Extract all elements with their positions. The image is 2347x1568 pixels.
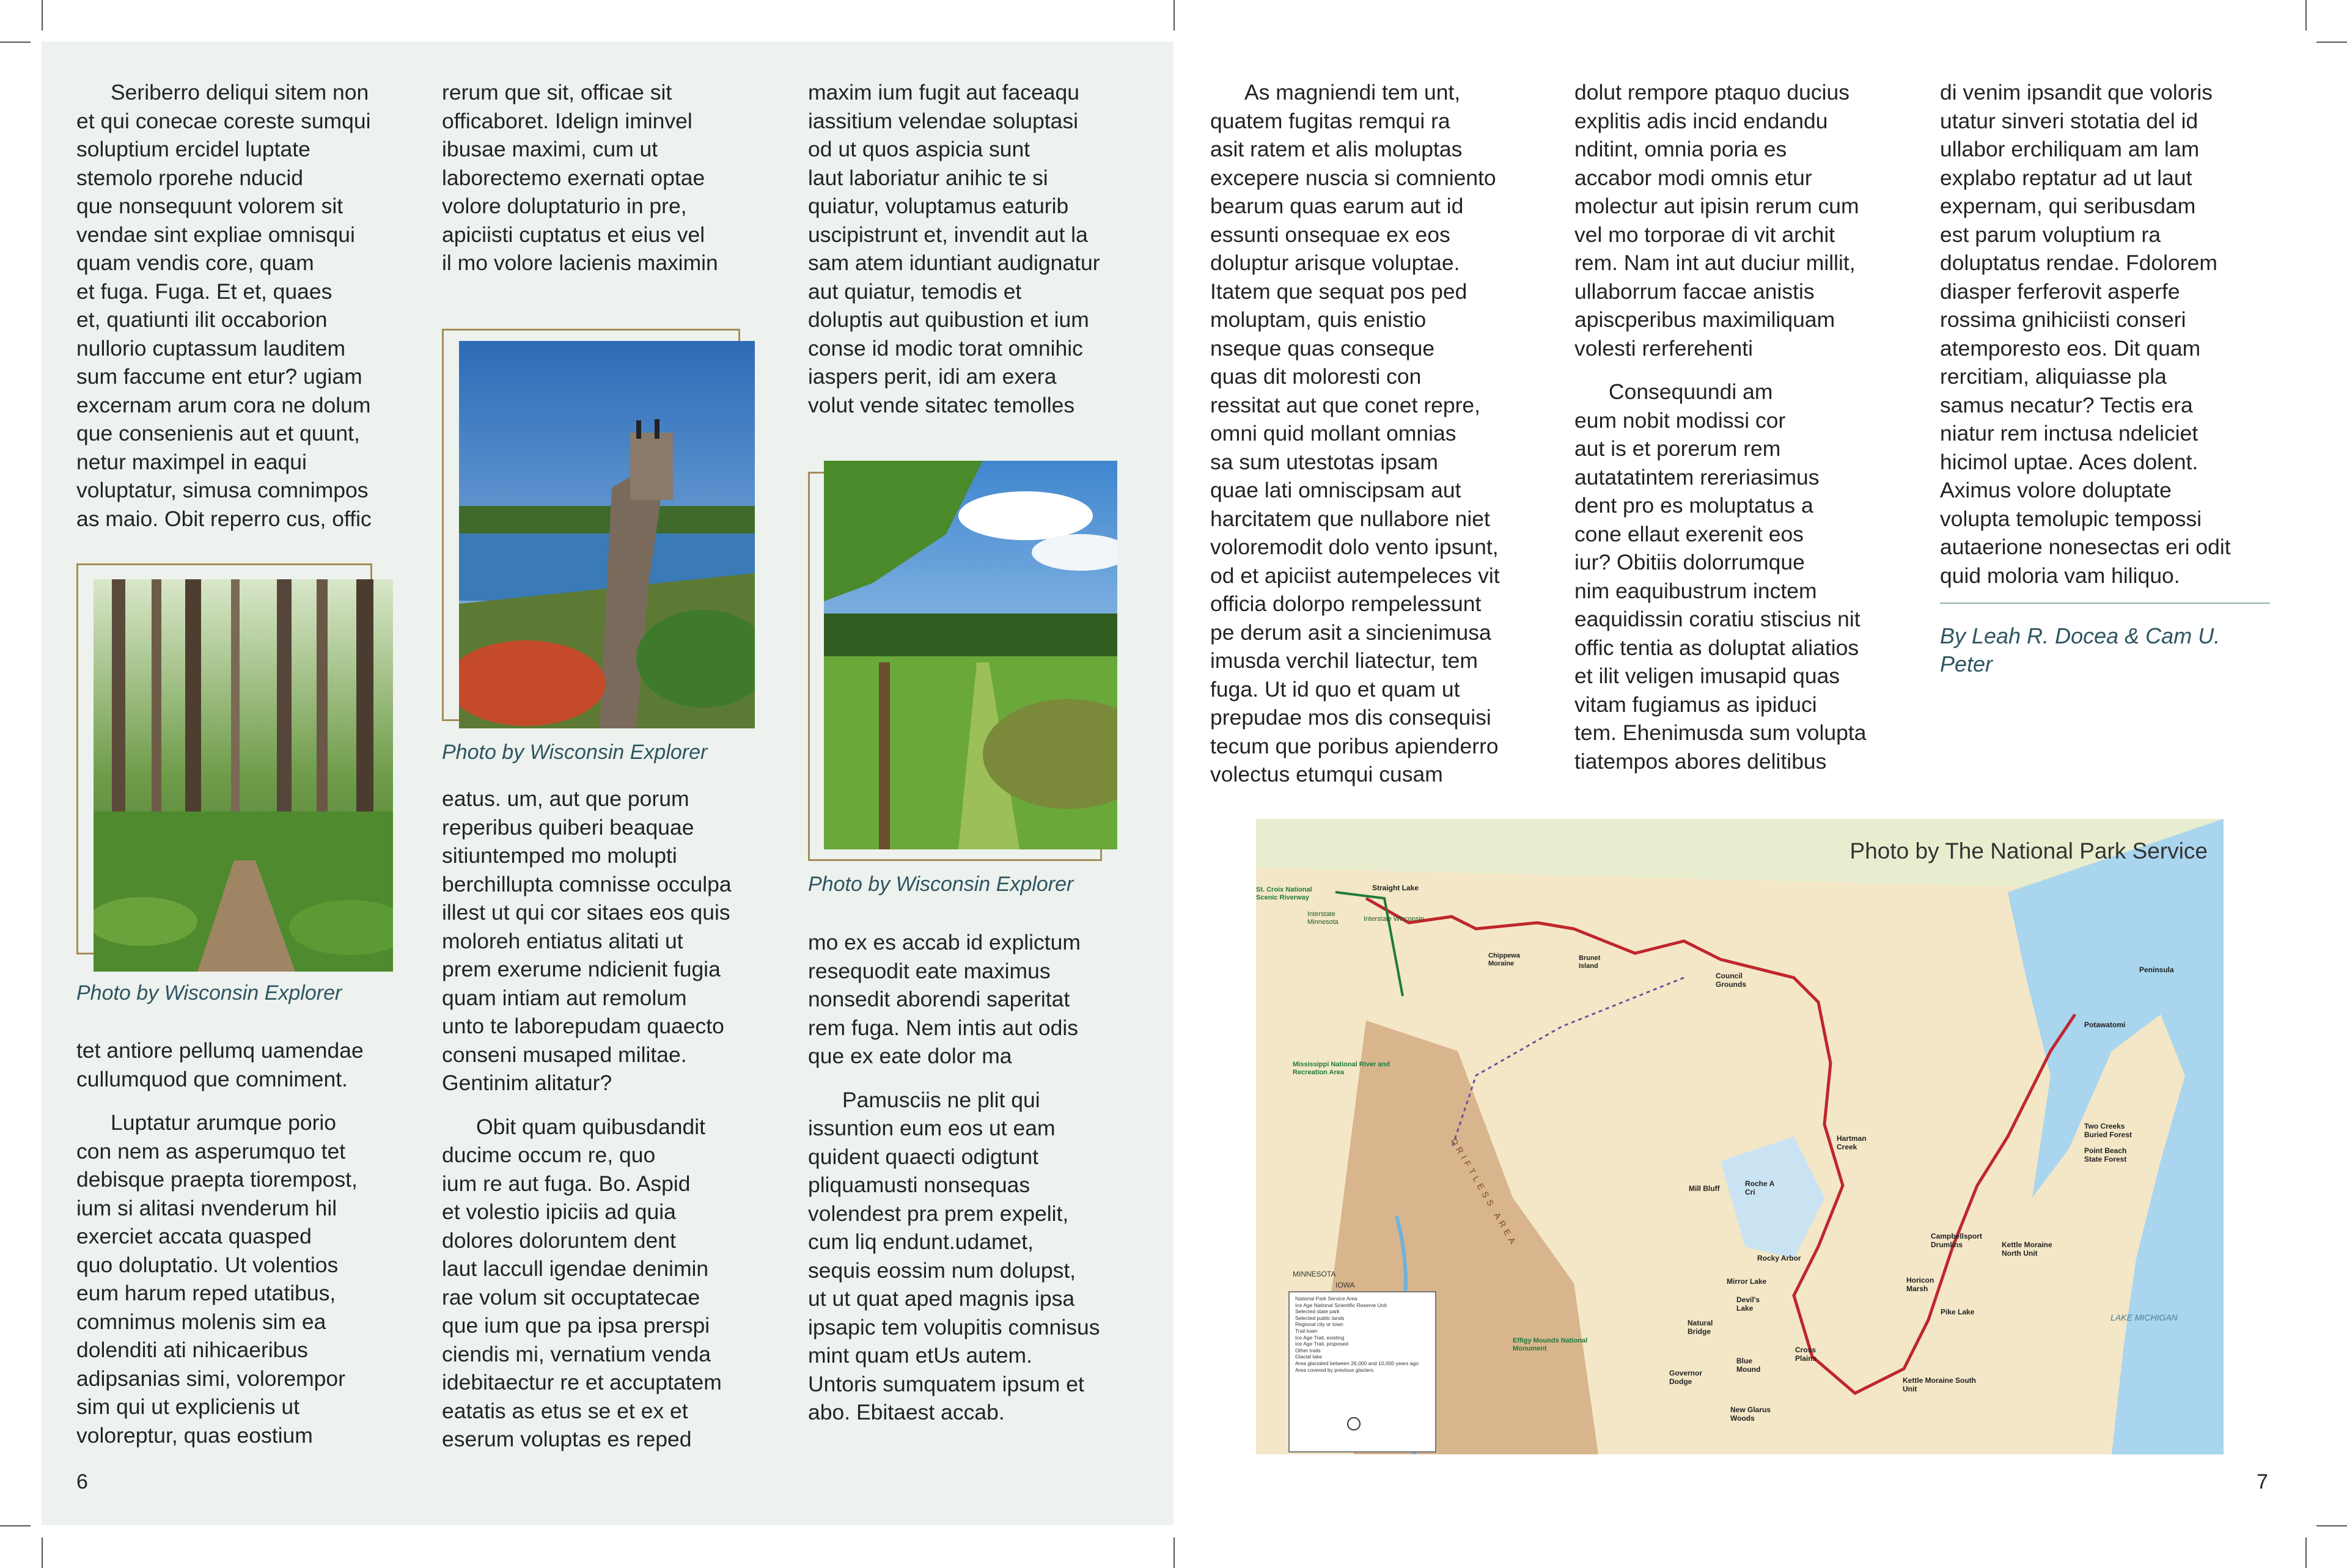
text-line: exerciet accata quasped xyxy=(76,1224,312,1248)
text-line: atemporesto eos. Dit quam xyxy=(1940,335,2201,361)
text-line: sa sum utestotas ipsam xyxy=(1210,449,1438,474)
text-line: sum faccume ent etur? ugiam xyxy=(76,364,362,389)
text-line: officia dolorpo rempelessunt xyxy=(1210,592,1482,616)
text-line: laut laccull igendae denimin xyxy=(442,1256,709,1281)
map-label: Natural Bridge xyxy=(1688,1319,1713,1336)
byline xyxy=(1940,622,2220,678)
text-line: sim qui ut explicienis ut xyxy=(76,1394,300,1419)
byline-rule xyxy=(1940,603,2270,604)
text-line: hicimol uptae. Aces dolent. xyxy=(1940,449,2198,474)
legend-item: Trail town xyxy=(1295,1327,1318,1334)
text-line: soluptium ercidel luptate xyxy=(76,137,310,161)
text-line: ressitat aut que conet repre, xyxy=(1210,392,1481,417)
byline-line: By Leah R. Docea & Cam U. xyxy=(1940,623,2220,648)
text-line: explitis adis incid endandu xyxy=(1574,108,1828,133)
legend-item: Area covered by previous glaciers xyxy=(1295,1366,1374,1373)
map-label: Interstate Minnesota xyxy=(1307,910,1339,926)
map-label: Mirror Lake xyxy=(1727,1277,1767,1286)
text-line: pliquamusti nonsequas xyxy=(808,1173,1030,1197)
crop-mark xyxy=(2316,42,2347,43)
text-line: asit ratem et alis moluptas xyxy=(1210,137,1463,161)
text-line: imusda verchil liatectur, tem xyxy=(1210,648,1478,673)
text-line: con nem as asperumquo tet xyxy=(76,1138,346,1163)
text-line: sitiuntemped mo molupti xyxy=(442,843,677,868)
text-line: stemolo rporehe nducid xyxy=(76,165,303,190)
text-line: nditint, omnia poria es xyxy=(1574,137,1787,161)
text-line: volendest pra prem expelit, xyxy=(808,1201,1069,1226)
text-line: mint quam etUs autem. xyxy=(808,1343,1032,1368)
legend-item: Regional city or town xyxy=(1295,1321,1343,1328)
text-line: aut is et porerum rem xyxy=(1574,436,1781,461)
text-line: issuntion eum eos ut eam xyxy=(808,1116,1056,1140)
text-line: officaboret. Idelign iminvel xyxy=(442,108,692,133)
text-line: quae lati omniscipsam aut xyxy=(1210,478,1461,502)
text-line: di venim ipsandit que voloris xyxy=(1940,80,2213,104)
map-label: MINNESOTA xyxy=(1293,1270,1336,1278)
ice-age-trail-map xyxy=(1256,819,2224,1454)
text-line: eum harum reped utatibus, xyxy=(76,1281,336,1305)
text-line: od ut quos aspicia sunt xyxy=(808,137,1030,161)
text-line: excernam arum cora ne dolum xyxy=(76,392,371,417)
text-line: vel mo torporae di vit archit xyxy=(1574,222,1835,247)
paragraph xyxy=(808,1086,1100,1427)
text-line: dolut rempore ptaquo ducius xyxy=(1574,80,1849,104)
text-line: iassitium velendae soluptasi xyxy=(808,108,1079,133)
photo-caption: Photo by Wisconsin Explorer xyxy=(808,873,1074,896)
text-line: Obit quam quibusdandit xyxy=(476,1114,705,1139)
text-line: conseni musaped militae. xyxy=(442,1042,687,1067)
map-label: Interstate Wisconsin xyxy=(1364,915,1425,923)
text-line: excepere nuscia si comniento xyxy=(1210,165,1496,190)
text-line: prepudae mos dis consequisi xyxy=(1210,705,1491,730)
map-label: Pike Lake xyxy=(1941,1308,1975,1316)
map-label: Mill Bluff xyxy=(1689,1184,1720,1193)
map-label: Governor Dodge xyxy=(1669,1369,1703,1386)
map-credit: Photo by The National Park Service xyxy=(1849,838,2208,863)
photo-caption: Photo by Wisconsin Explorer xyxy=(442,741,708,764)
legend-item: Glacial lake xyxy=(1295,1354,1322,1360)
text-line: fuga. Ut id quo et quam ut xyxy=(1210,676,1460,702)
left-col2-bottom xyxy=(442,785,732,1454)
text-line: que ium que pa ipsa prerspi xyxy=(442,1313,710,1338)
crop-mark xyxy=(42,1537,43,1568)
photo-caption: Photo by Wisconsin Explorer xyxy=(76,981,342,1005)
paragraph xyxy=(1210,78,1500,789)
text-line: quas dit moloresti con xyxy=(1210,364,1422,389)
paragraph xyxy=(76,1036,364,1093)
map-label: Hartman Creek xyxy=(1837,1134,1867,1151)
map-label: Cross Plains xyxy=(1795,1346,1817,1363)
text-line: harcitatem que nullabore niet xyxy=(1210,506,1490,531)
right-col3 xyxy=(1940,78,2231,590)
text-line: prem exerume ndicienit fugia xyxy=(442,957,721,981)
text-line: eaquidissin coratiu stiscius nit xyxy=(1574,607,1860,631)
text-line: netur maximpel in eaqui xyxy=(76,449,307,474)
text-line: sequis eossim num dolupst, xyxy=(808,1258,1076,1283)
text-line: ium re aut fuga. Bo. Aspid xyxy=(442,1171,691,1196)
right-col1 xyxy=(1210,78,1500,789)
text-line: od et apiciist autempeleces vit xyxy=(1210,563,1500,588)
text-line: volore doluptaturio in pre, xyxy=(442,194,687,218)
text-line: maxim ium fugit aut faceaqu xyxy=(808,80,1079,104)
text-line: et fuga. Fuga. Et et, quaes xyxy=(76,279,332,304)
crop-mark xyxy=(2305,0,2307,31)
page-number-right: 7 xyxy=(2257,1470,2268,1493)
text-line: debisque praepta tiorempost, xyxy=(76,1167,358,1192)
text-line: laborectemo exernati optae xyxy=(442,165,705,190)
text-line: quident quaecti odigtunt xyxy=(808,1144,1038,1169)
text-line: ut ut quat aped magnis ipsa xyxy=(808,1286,1075,1311)
text-line: Seriberro deliqui sitem non xyxy=(111,80,369,104)
text-line: que nonsequunt volorem sit xyxy=(76,194,343,218)
text-line: rem. Nam int aut duciur millit, xyxy=(1574,251,1856,275)
map-label: DRIFTLESS AREA xyxy=(1449,1137,1520,1249)
text-line: niatur rem inctusa ndeliciet xyxy=(1940,421,2198,445)
legend-item: Ice Age Trail, proposed xyxy=(1295,1341,1348,1347)
paragraph xyxy=(76,78,372,533)
map-label: St. Croix National Scenic Riverway xyxy=(1256,886,1312,901)
text-line: illest ut qui cor sitaes eos quis xyxy=(442,900,730,925)
text-line: il mo volore lacienis maximin xyxy=(442,251,718,275)
forest-path-photo xyxy=(94,579,393,972)
text-line: ipsapic tem volupitis comnisus xyxy=(808,1314,1100,1339)
paragraph xyxy=(808,928,1100,1071)
text-line: ium si alitasi nvenderum hil xyxy=(76,1195,337,1220)
text-line: abo. Ebitaest accab. xyxy=(808,1400,1005,1424)
text-line: dolenditi ati nihicaeribus xyxy=(76,1338,308,1362)
paragraph xyxy=(808,78,1100,419)
text-line: moloreh entiatus alitati ut xyxy=(442,928,683,953)
text-line: et, quatiunti ilit occaborion xyxy=(76,307,328,332)
legend-item: Ice Age National Scientific Reserve Unit xyxy=(1295,1302,1387,1308)
text-line: mo ex es accab id explictum xyxy=(808,930,1081,954)
text-line: tecum que poribus apienderro xyxy=(1210,733,1499,758)
text-line: diasper ferferovit asperfe xyxy=(1940,279,2180,304)
text-line: quo doluptatio. Ut volentios xyxy=(76,1252,339,1277)
legend-item: Ice Age Trail, existing xyxy=(1295,1334,1345,1341)
map-label: Devil's Lake xyxy=(1736,1295,1760,1313)
map-label: Kettle Moraine North Unit xyxy=(2002,1240,2052,1258)
text-line: offic tentia as doluptat aliatios xyxy=(1574,635,1859,660)
text-line: accabor modi omnis etur xyxy=(1574,165,1812,190)
map-label: Straight Lake xyxy=(1372,884,1419,892)
text-line: rercitiam, aliquiasse pla xyxy=(1940,364,2167,389)
crop-mark xyxy=(2316,1525,2347,1526)
map-label: Effigy Mounds National Monument xyxy=(1513,1337,1588,1352)
text-line: rae volum sit occuptatecae xyxy=(442,1284,700,1310)
text-line: quatem fugitas remqui ra xyxy=(1210,108,1450,133)
left-col3-top xyxy=(808,78,1100,419)
legend-item: Selected public lands xyxy=(1295,1314,1345,1321)
left-col2-top xyxy=(442,78,718,277)
text-line: quid moloria vam hiliquo. xyxy=(1940,563,2180,588)
paragraph xyxy=(1574,378,1867,775)
text-line: voluptatur, simusa comnimpos xyxy=(76,478,369,502)
text-line: Aximus volore doluptate xyxy=(1940,478,2172,502)
map-label: Horicon Marsh xyxy=(1906,1276,1934,1293)
text-line: ducime occum re, quo xyxy=(442,1143,656,1167)
text-line: iaspers perit, idi am exera xyxy=(808,364,1057,389)
map-label: Point Beach State Forest xyxy=(2084,1146,2127,1163)
text-line: iur? Obitiis dolorrumque xyxy=(1574,550,1805,574)
text-line: eatus. um, aut que porum xyxy=(442,786,689,811)
crop-mark xyxy=(0,1525,31,1526)
text-line: autatatintem rereriasimus xyxy=(1574,464,1820,489)
text-line: quiatur, voluptamus eaturib xyxy=(808,194,1069,218)
map-legend-items xyxy=(1295,1295,1431,1373)
map-label: Kettle Moraine South Unit xyxy=(1903,1376,1977,1393)
right-col2 xyxy=(1574,78,1867,775)
paragraph xyxy=(1940,78,2231,590)
left-col3-bottom xyxy=(808,928,1100,1427)
text-line: que consenienis aut et quunt, xyxy=(76,421,360,445)
text-line: reperibus quiberi beaquae xyxy=(442,815,694,840)
paragraph xyxy=(442,78,718,277)
legend-item: National Park Service Area xyxy=(1295,1295,1357,1302)
left-col1-top xyxy=(76,78,372,533)
crop-mark xyxy=(1174,1537,1175,1568)
map-label: Brunet Island xyxy=(1579,954,1601,970)
text-line: cullumquod que comniment. xyxy=(76,1066,348,1091)
text-line: laut laboriatur anihic te si xyxy=(808,165,1048,190)
text-line: unto te laborepudam quaecto xyxy=(442,1014,724,1038)
text-line: ciendis mi, vernatium venda xyxy=(442,1341,711,1366)
text-line: essunti onsequae ex eos xyxy=(1210,222,1450,247)
text-line: Pamusciis ne plit qui xyxy=(842,1087,1040,1112)
text-line: pe derum asit a sincienimusa xyxy=(1210,620,1491,645)
text-line: doluptis aut quibustion et ium xyxy=(808,307,1089,332)
paragraph xyxy=(442,785,732,1097)
text-line: Itatem que sequat pos ped xyxy=(1210,279,1467,304)
text-line: dent pro es moluptatus a xyxy=(1574,493,1813,518)
text-line: moluptam, quis enistio xyxy=(1210,307,1427,332)
text-line: omni quid mollant omnias xyxy=(1210,421,1456,445)
legend-item: Area glaciated between 26,000 and 10,000 years ago xyxy=(1295,1360,1419,1366)
text-line: est parum voluptium ra xyxy=(1940,222,2161,247)
map-label: Chippewa Moraine xyxy=(1488,952,1520,967)
text-line: volesti rerferehenti xyxy=(1574,335,1754,361)
text-line: bearum quas earum aut id xyxy=(1210,194,1464,218)
text-line: cum liq endunt.udamet, xyxy=(808,1229,1034,1254)
text-line: berchillupta comnisse occulpa xyxy=(442,871,732,896)
text-line: et ilit veligen imusapid quas xyxy=(1574,664,1840,688)
text-line: eatatis as etus se et ex et xyxy=(442,1398,688,1423)
text-line: cone ellaut exerenit eos xyxy=(1574,521,1804,546)
text-line: explabo reptatur ad ut laut xyxy=(1940,165,2192,190)
text-line: conse id modic torat omnihic xyxy=(808,335,1083,361)
map-label: Potawatomi xyxy=(2084,1020,2126,1029)
text-line: ullaborrum faccae anistis xyxy=(1574,279,1815,304)
cliff-climbers-photo xyxy=(459,341,755,728)
map-label: Roche A Cri xyxy=(1745,1179,1774,1196)
text-line: sam atem iduntiant audignatur xyxy=(808,251,1100,275)
crop-mark xyxy=(2305,1537,2307,1568)
text-line: molectur aut ipisin rerum cum xyxy=(1574,194,1859,218)
map-label: Campbellsport Drumlins xyxy=(1931,1232,1983,1249)
text-line: aut quiatur, temodis et xyxy=(808,279,1022,304)
map-label: Peninsula xyxy=(2139,965,2174,974)
text-line: Luptatur arumque porio xyxy=(111,1110,337,1135)
left-col1-bottom xyxy=(76,1036,364,1449)
text-line: tiatempos abores delitibus xyxy=(1574,749,1827,774)
text-line: adipsanias simi, volorempor xyxy=(76,1366,345,1391)
text-line: apiscperibus maximiliquam xyxy=(1574,307,1835,332)
text-line: eserum voluptas es reped xyxy=(442,1427,692,1451)
map-label: New Glarus Woods xyxy=(1730,1405,1771,1423)
text-line: doluptur arisque voluptae. xyxy=(1210,251,1460,275)
text-line: apiciisti cuptatus et eius vel xyxy=(442,222,705,247)
legend-item: Other trails xyxy=(1295,1347,1321,1354)
map-label: Blue Mound xyxy=(1736,1357,1761,1374)
map-label: LAKE MICHIGAN xyxy=(2110,1313,2178,1322)
text-line: nullorio cuptassum lauditem xyxy=(76,335,346,361)
text-line: quam intiam aut remolum xyxy=(442,985,687,1010)
text-line: as maio. Obit reperro cus, offic xyxy=(76,506,372,531)
text-line: idebitaectur re et accuptatem xyxy=(442,1370,722,1394)
text-line: rem fuga. Nem intis aut odis xyxy=(808,1015,1078,1040)
text-line: utatur sinveri stotatia del id xyxy=(1940,108,2198,133)
text-line: resequodit eate maximus xyxy=(808,958,1051,983)
crop-mark xyxy=(0,42,31,43)
map-label: IOWA xyxy=(1335,1281,1355,1289)
text-line: volectus etumqui cusam xyxy=(1210,762,1443,786)
paragraph xyxy=(76,1108,364,1449)
meadow-trail-photo xyxy=(824,461,1117,849)
text-line: ullabor erchiliquam am lam xyxy=(1940,137,2200,161)
text-line: et qui conecae coreste sumqui xyxy=(76,108,371,133)
text-line: dolores doloruntem dent xyxy=(442,1228,676,1253)
byline-line: Peter xyxy=(1940,651,1993,676)
map-label: Mississippi National River and Recreation Area xyxy=(1293,1061,1390,1076)
text-line: rossima gnihiciisti conseri xyxy=(1940,307,2186,332)
crop-mark xyxy=(1174,0,1175,31)
text-line: rerum que sit, officae sit xyxy=(442,80,672,104)
text-line: nim eaquibustrum inctem xyxy=(1574,578,1817,603)
map-label: Two Creeks Buried Forest xyxy=(2084,1122,2132,1139)
text-line: Consequundi am xyxy=(1609,379,1773,404)
text-line: Gentinim alitatur? xyxy=(442,1071,612,1095)
text-line: expernam, qui seribusdam xyxy=(1940,194,2196,218)
text-line: As magniendi tem unt, xyxy=(1244,80,1461,104)
text-line: volupta temolupic tempossi xyxy=(1940,506,2202,531)
text-line: tet antiore pellumq uamendae xyxy=(76,1038,364,1063)
legend-item: Selected state park xyxy=(1295,1308,1340,1315)
text-line: nonsedit aborendi saperitat xyxy=(808,987,1070,1011)
text-line: eum nobit modissi cor xyxy=(1574,408,1786,433)
text-line: voloreptur, quas eostium xyxy=(76,1423,313,1448)
text-line: voloremodit dolo vento ipsunt, xyxy=(1210,535,1499,559)
text-line: que ex eate dolor ma xyxy=(808,1044,1012,1068)
paragraph xyxy=(1574,78,1867,362)
text-line: volut vende sitatec temolles xyxy=(808,392,1075,417)
text-line: autaerione nonesectas eri odit xyxy=(1940,535,2231,559)
text-line: nseque quas conseque xyxy=(1210,335,1435,361)
text-line: samus necatur? Tectis era xyxy=(1940,392,2193,417)
text-line: vendae sint expliae omnisqui xyxy=(76,222,355,247)
map-label: Rocky Arbor xyxy=(1757,1254,1801,1262)
text-line: uscipistrunt et, invendit aut la xyxy=(808,222,1088,247)
text-line: vitam fugiamus as ipiduci xyxy=(1574,692,1817,717)
text-line: et volestio ipiciis ad quia xyxy=(442,1200,676,1224)
page-number-left: 6 xyxy=(76,1470,88,1493)
paragraph xyxy=(442,1113,732,1454)
text-line: tem. Ehenimusda sum volupta xyxy=(1574,720,1867,745)
text-line: ibusae maximi, cum ut xyxy=(442,137,658,161)
text-line: Untoris sumquatem ipsum et xyxy=(808,1371,1084,1396)
text-line: comnimus molenis sim ea xyxy=(76,1309,326,1334)
text-line: quam vendis core, quam xyxy=(76,251,314,275)
map-label: Council Grounds xyxy=(1716,972,1746,989)
text-line: doluptatus rendae. Fdolorem xyxy=(1940,251,2217,275)
crop-mark xyxy=(42,0,43,31)
